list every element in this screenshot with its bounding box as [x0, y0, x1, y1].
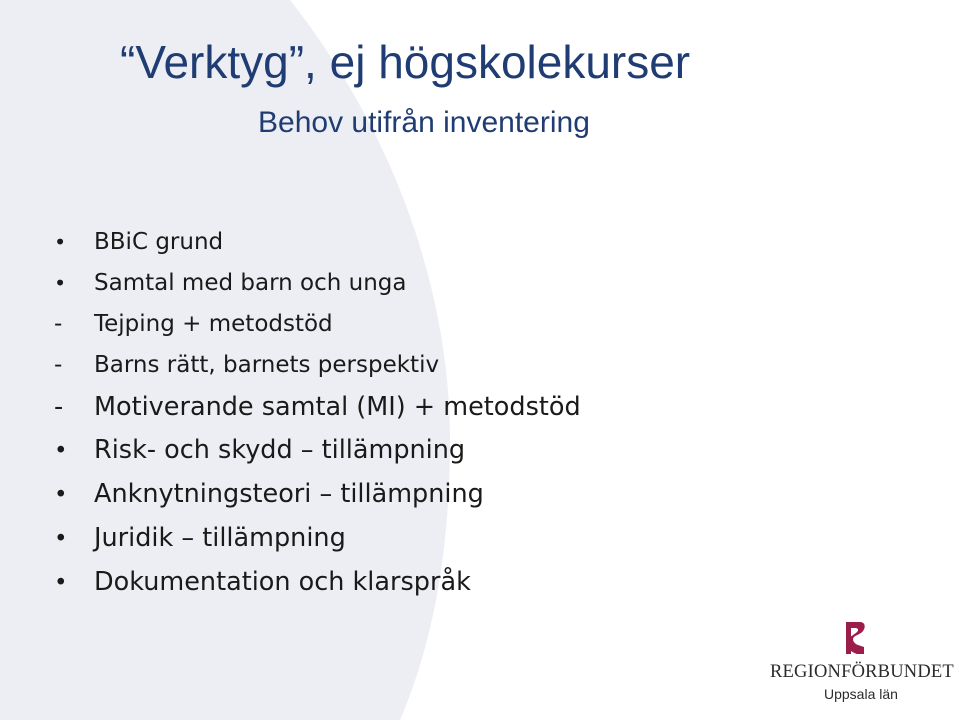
list-item [46, 304, 581, 345]
logo-region: Uppsala län [824, 686, 898, 702]
slide-title: “Verktyg”, ej högskolekurser [120, 36, 691, 88]
bullet-marker: • [54, 570, 68, 596]
regionforbundet-logo [770, 620, 954, 716]
dash-marker: - [54, 311, 63, 337]
dash-marker: - [54, 352, 63, 378]
list-item [46, 386, 581, 429]
list-item [46, 473, 581, 517]
logo-name: REGIONFÖRBUNDET [770, 662, 954, 682]
list-item-text: Samtal med barn och unga [94, 270, 407, 296]
list-item [46, 345, 581, 386]
dash-marker: - [54, 392, 64, 422]
regionforbundet-emblem-icon [842, 620, 868, 656]
bullet-marker: • [54, 526, 68, 552]
list-item [46, 222, 581, 263]
bullet-marker: • [54, 271, 67, 295]
list-item-text: Motiverande samtal (MI) + metodstöd [94, 392, 581, 422]
list-item-text: Anknytningsteori – tillämpning [94, 479, 484, 509]
bullet-marker: • [54, 438, 68, 464]
list-item-text: Tejping + metodstöd [94, 311, 333, 337]
bullet-list [46, 222, 581, 605]
bullet-marker: • [54, 230, 67, 254]
list-item-text: Risk- och skydd – tillämpning [94, 435, 466, 465]
bullet-marker: • [54, 482, 68, 508]
list-item-text: Barns rätt, barnets perspektiv [94, 352, 440, 378]
list-item [46, 263, 581, 304]
list-item [46, 429, 581, 473]
list-item-text: Juridik – tillämpning [94, 523, 346, 553]
list-item-text: BBiC grund [94, 229, 224, 255]
list-item [46, 561, 581, 605]
list-item [46, 517, 581, 561]
list-item-text: Dokumentation och klarspråk [94, 567, 471, 597]
slide-subtitle: Behov utifrån inventering [258, 106, 590, 139]
